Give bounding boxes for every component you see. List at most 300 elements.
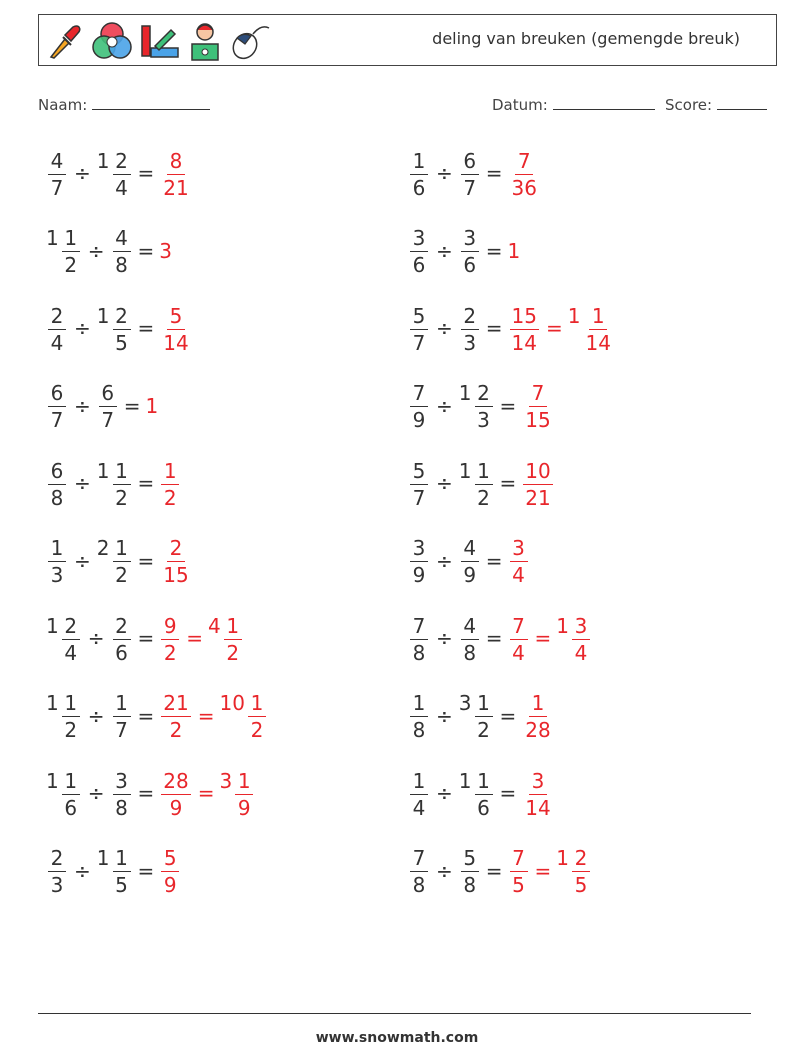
fraction [161,848,179,895]
mixed-number [46,614,82,663]
fraction [113,148,131,200]
equals-sign: = [485,161,503,185]
whole-part: 1 [46,691,59,715]
mixed-number [46,536,68,585]
ruler-pencil-icon [139,20,181,62]
numerator: 6 [48,383,66,407]
problem-row [408,608,592,668]
fraction [62,613,80,665]
fraction [410,613,428,665]
answer [508,239,522,263]
answer [159,614,244,663]
mixed-number [97,381,119,430]
fraction [48,538,66,585]
divide-sign: ÷ [74,393,91,418]
mixed-number [408,846,430,895]
denominator: 8 [412,640,426,665]
mixed-number [568,304,615,353]
divide-sign: ÷ [74,316,91,340]
numerator: 4 [461,616,479,640]
divide-sign: ÷ [436,393,453,418]
denominator: 2 [250,718,264,742]
numerator: 6 [99,383,117,407]
equals-sign: = [137,781,155,805]
whole-part: 1 [46,613,59,638]
denominator: 9 [237,795,251,820]
mixed-number [97,536,133,585]
denominator: 2 [115,485,128,510]
denominator: 7 [115,718,128,742]
fraction [461,303,479,355]
mixed-number [97,846,133,895]
whole-part: 3 [159,238,172,263]
fraction [48,383,66,430]
mixed-number [408,304,430,353]
equals-sign: = [137,858,155,883]
mixed-number [408,459,430,508]
problem-row [408,143,541,203]
answer [508,149,541,198]
problem-row [46,763,255,823]
worksheet-title: deling van breuken (gemengde breuk) [432,29,740,48]
whole-part: 1 [556,613,570,638]
mixed-number [97,149,133,198]
mixed-number [159,536,192,585]
numerator: 1 [113,461,131,485]
fraction [62,768,80,820]
whole-part: 1 [96,846,110,870]
denominator: 6 [477,795,490,820]
numerator: 2 [167,538,185,562]
denominator: 3 [477,408,490,432]
answer [508,536,530,585]
denominator: 6 [115,640,128,665]
denominator: 5 [574,873,588,897]
whole-part: 3 [219,768,233,793]
denominator: 8 [412,718,426,742]
fraction [410,693,428,740]
problem-row [46,143,193,203]
fraction [224,613,242,665]
mixed-number [46,226,82,275]
numerator: 7 [510,848,528,872]
numerator: 8 [167,151,185,175]
denominator: 7 [412,330,426,355]
answer [521,459,554,508]
footer-url: www.snowmath.com [315,1030,479,1046]
fraction [161,538,190,585]
fraction [475,458,493,510]
denominator: 9 [412,563,426,587]
divide-sign: ÷ [74,471,91,495]
fraction [113,693,131,740]
whole-part: 1 [458,458,472,483]
mixed-number [146,394,160,418]
whole-part: 1 [96,458,110,483]
fraction [523,383,552,430]
numerator: 2 [113,616,131,640]
numerator: 1 [113,538,131,562]
equals-sign: = [137,548,155,573]
mixed-number [159,459,181,508]
whole-part: 1 [96,148,110,173]
denominator: 4 [512,563,525,587]
denominator: 3 [463,330,477,355]
divide-sign: ÷ [87,781,105,805]
whole-part: 1 [507,238,521,263]
fraction [461,538,479,585]
mixed-number [111,769,133,818]
header-box [38,14,777,66]
equals-sign: = [197,703,215,728]
mixed-number [46,381,68,430]
color-wheel-icon [91,20,133,62]
fraction [475,693,493,740]
denominator: 9 [463,563,477,587]
denominator: 15 [163,563,189,587]
equals-sign: = [137,626,155,650]
divide-sign: ÷ [436,161,453,185]
numerator: 15 [511,303,537,328]
denominator: 7 [463,175,477,200]
footer-divider [38,1013,751,1014]
equals-sign: = [485,858,503,883]
equals-sign: = [137,703,155,728]
denominator: 9 [163,873,177,897]
mixed-number [521,381,554,430]
numerator: 5 [161,848,179,872]
divide-sign: ÷ [87,703,105,728]
divide-sign: ÷ [436,858,453,883]
fraction [410,383,428,430]
mixed-number [111,226,133,275]
equals-sign: = [499,781,517,805]
numerator: 7 [410,616,428,640]
denominator: 4 [512,640,525,665]
fraction [461,228,479,275]
fraction [48,458,66,510]
problem-row [408,531,530,591]
denominator: 7 [50,408,64,432]
equals-sign: = [534,858,552,883]
pipette-icon [45,21,85,61]
numerator: 3 [510,538,528,562]
equals-sign: = [534,626,552,650]
fraction [461,148,479,200]
computer-mouse-icon [229,20,273,62]
numerator: 3 [410,538,428,562]
fraction [523,458,552,510]
numerator: 1 [410,151,428,175]
mixed-number [46,304,68,353]
numerator: 1 [113,693,131,717]
mixed-number [459,304,481,353]
numerator: 7 [515,151,533,175]
fraction [161,768,190,820]
numerator: 5 [410,461,428,485]
equals-sign: = [485,238,503,263]
numerator: 1 [235,771,253,795]
score-field [665,95,767,114]
mixed-number [219,769,255,818]
fraction [113,613,131,665]
denominator: 3 [50,873,64,897]
mixed-number [408,149,430,198]
problem-row [46,841,181,901]
numerator: 5 [167,306,185,330]
numerator: 1 [475,771,493,795]
numerator: 3 [410,228,428,252]
denominator: 2 [169,718,183,742]
mixed-number [408,769,430,818]
answer [159,239,173,263]
numerator: 1 [410,693,428,717]
fraction [461,613,479,665]
whole-part: 10 [219,691,245,715]
whole-part: 1 [145,393,159,418]
numerator: 6 [48,461,66,485]
denominator: 2 [477,718,490,742]
fraction [583,303,612,355]
numerator: 1 [475,693,493,717]
mixed-number [46,769,82,818]
equals-sign: = [485,316,503,340]
equals-sign: = [123,393,141,418]
mixed-number [459,381,495,430]
numerator: 1 [589,306,607,330]
numerator: 21 [163,691,189,715]
denominator: 4 [115,175,128,200]
numerator: 2 [48,306,66,330]
fraction [161,458,179,510]
numerator: 2 [48,848,66,872]
denominator: 7 [412,485,426,510]
mixed-number [46,149,68,198]
mixed-number [408,381,430,430]
denominator: 5 [115,873,128,897]
mixed-number [556,846,592,895]
fraction [410,303,428,355]
problem-row [408,376,555,436]
equals-sign: = [499,471,517,495]
mixed-number [111,614,133,663]
denominator: 3 [50,563,64,587]
mixed-number [459,691,495,740]
mixed-number [159,846,181,895]
answer [159,769,255,818]
fraction [410,148,428,200]
mixed-number [459,846,481,895]
mixed-number [408,226,430,275]
fraction [113,303,131,355]
mixed-number [46,846,68,895]
denominator: 4 [50,330,64,355]
numerator: 1 [113,848,131,872]
divide-sign: ÷ [436,626,453,650]
answer [521,381,554,430]
problem-row [46,531,193,591]
fraction [161,613,179,665]
denominator: 4 [64,640,78,665]
fraction [248,693,266,740]
mixed-number [159,149,192,198]
date-line [553,95,655,110]
mixed-number [97,459,133,508]
mixed-number [159,614,181,663]
problem-row [408,841,592,901]
answer [508,846,593,895]
equals-sign: = [485,548,503,573]
numerator: 1 [48,538,66,562]
whole-part: 4 [208,613,221,638]
date-field [492,95,655,114]
fraction [99,383,117,430]
fraction [510,848,528,895]
numerator: 3 [461,228,479,252]
mixed-number [556,614,592,663]
equals-sign: = [545,316,563,340]
denominator: 7 [50,175,64,200]
fraction [235,768,253,820]
fraction [161,148,190,200]
numerator: 1 [248,693,266,717]
answer [146,394,160,418]
numerator: 7 [410,383,428,407]
mixed-number [97,304,133,353]
divide-sign: ÷ [436,781,453,805]
numerator: 5 [410,306,428,330]
mixed-number [46,691,82,740]
divide-sign: ÷ [436,238,453,263]
numerator: 5 [461,848,479,872]
fraction [510,538,528,585]
denominator: 9 [169,795,183,820]
mixed-number [508,239,522,263]
whole-part: 3 [458,691,472,715]
fraction [410,538,428,585]
fraction [113,538,131,585]
numerator: 2 [475,383,493,407]
mixed-number [508,304,541,353]
whole-part: 2 [96,536,110,560]
denominator: 8 [115,253,128,277]
denominator: 4 [574,640,588,665]
divide-sign: ÷ [436,471,453,495]
mixed-number [459,226,481,275]
fraction [572,848,590,895]
fraction [410,458,428,510]
fraction [410,768,428,820]
equals-sign: = [499,703,517,728]
mixed-number [508,149,541,198]
problem-row [46,376,159,436]
problem-row [408,221,521,281]
problem-row [408,453,555,513]
numerator: 4 [113,228,131,252]
numerator: 1 [62,228,80,252]
answer [159,459,181,508]
problem-row [46,608,244,668]
fraction [523,768,552,820]
denominator: 2 [163,485,177,510]
fraction [410,848,428,895]
denominator: 2 [226,640,240,665]
numerator: 3 [113,771,131,795]
equals-sign: = [499,393,517,418]
equals-sign: = [137,161,155,185]
mixed-number [208,614,244,663]
divide-sign: ÷ [436,316,453,340]
whole-part: 1 [567,303,581,328]
fraction [48,303,66,355]
mixed-number [521,459,554,508]
numerator: 2 [113,151,131,175]
fraction [475,768,493,820]
mixed-number [159,239,173,263]
numerator: 7 [529,383,547,407]
name-field [38,95,210,114]
whole-part: 1 [46,768,59,793]
whole-part: 1 [46,226,59,250]
name-label: Naam: [38,96,88,114]
equals-sign: = [137,471,155,495]
score-label: Score: [665,96,713,114]
denominator: 6 [463,253,477,277]
problem-row [46,221,173,281]
problem-row [408,686,555,746]
denominator: 2 [115,563,128,587]
mixed-number [459,614,481,663]
whole-part: 1 [458,381,472,405]
numerator: 7 [510,616,528,640]
numerator: 2 [461,306,479,330]
mixed-number [459,536,481,585]
denominator: 15 [525,408,551,432]
whole-part: 1 [96,303,110,328]
fraction [113,458,131,510]
denominator: 4 [412,795,426,820]
numerator: 4 [48,151,66,175]
numerator: 7 [410,848,428,872]
divide-sign: ÷ [436,703,453,728]
fraction [510,148,539,200]
answer [508,614,593,663]
fraction [510,303,539,355]
denominator: 8 [50,485,64,510]
numerator: 6 [461,151,479,175]
divide-sign: ÷ [436,548,453,573]
fraction [461,848,479,895]
numerator: 3 [572,616,590,640]
fraction [161,693,190,740]
answer [159,846,181,895]
numerator: 1 [224,616,242,640]
fraction [113,848,131,895]
denominator: 5 [512,873,525,897]
denominator: 21 [163,175,189,200]
numerator: 2 [572,848,590,872]
numerator: 1 [62,693,80,717]
mixed-number [508,846,530,895]
mixed-number [408,536,430,585]
denominator: 8 [115,795,128,820]
denominator: 8 [463,640,477,665]
problem-row [408,298,615,358]
denominator: 6 [64,795,78,820]
denominator: 2 [64,253,78,277]
denominator: 8 [463,873,477,897]
denominator: 9 [412,408,426,432]
